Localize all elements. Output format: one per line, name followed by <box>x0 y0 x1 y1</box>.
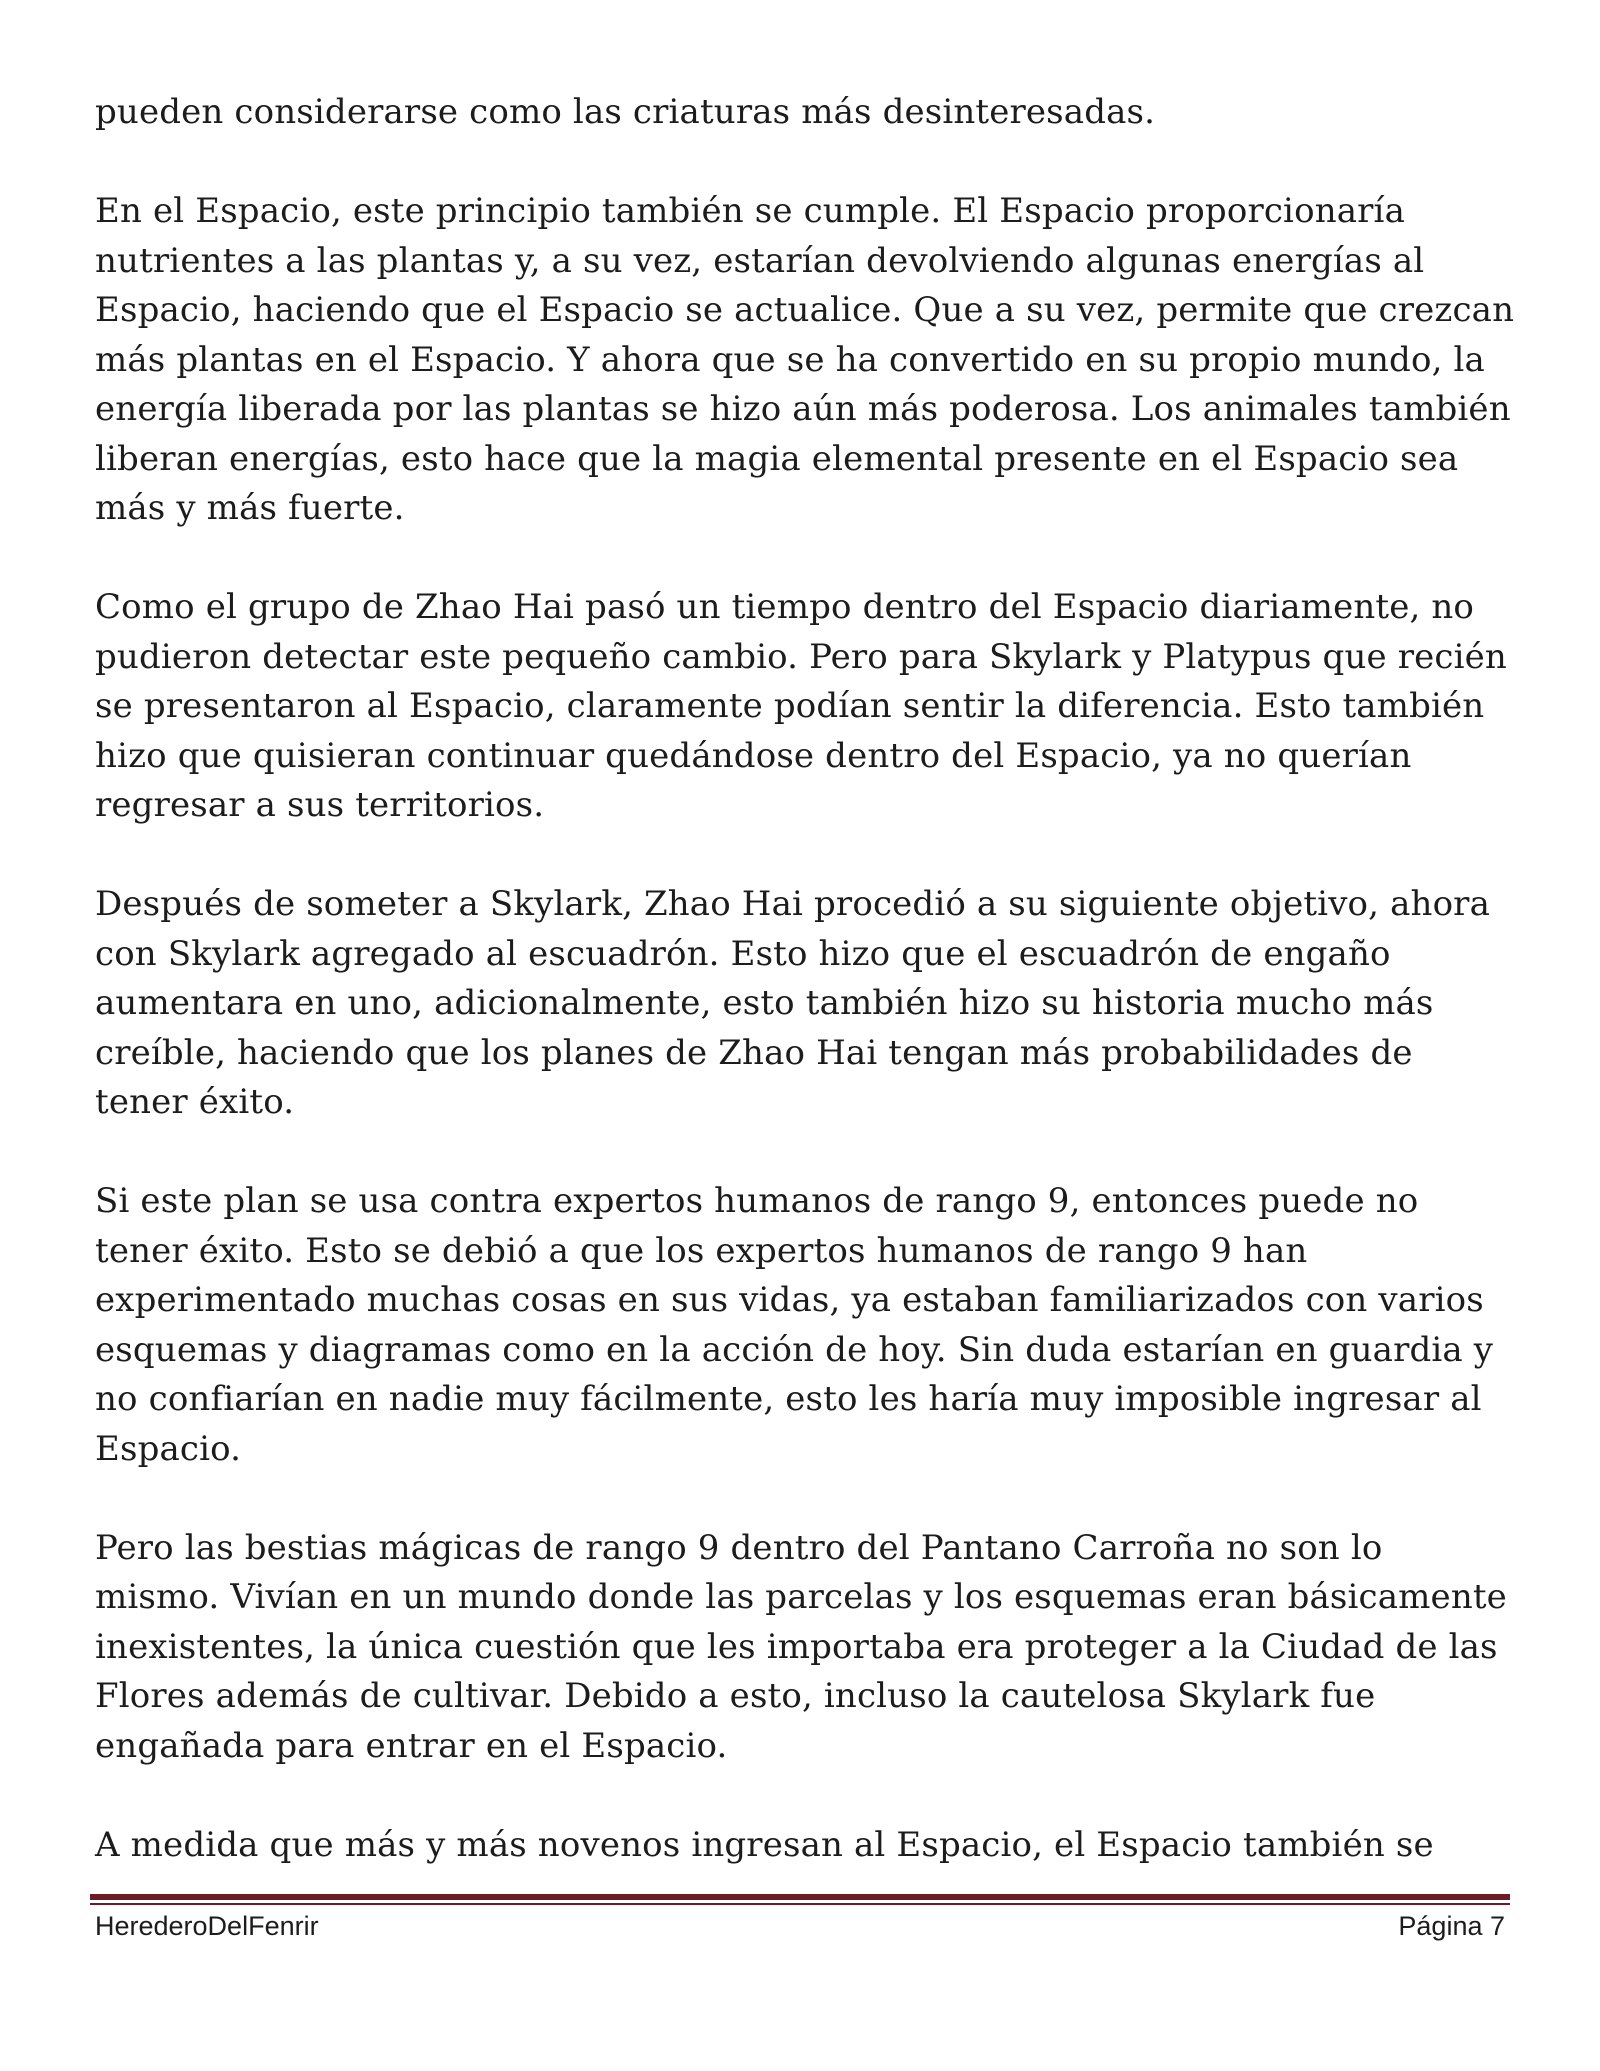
footer-author: HerederoDelFenrir <box>95 1911 319 1941</box>
paragraph-7: A medida que más y más novenos ingresan al Espacio, el Espacio también se <box>95 1824 1434 1865</box>
paragraph-5: Si este plan se usa contra expertos humanos de rango 9, entonces puede no tener éxito. Esto se debió a que los expertos humanos de rango 9 han experimentado muchas cosas en sus vidas, ya estaban familiarizados con varios esquemas y diagramas como en la acción de hoy. Sin duda estarían en guardia y no confiarían en nadie muy fácilmente, esto les haría muy imposible ingresar al Espacio. <box>95 1181 1494 1469</box>
body-text <box>95 88 1515 1870</box>
paragraph-2: En el Espacio, este principio también se cumple. El Espacio proporcionaría nutrientes a las plantas y, a su vez, estarían devolviendo algunas energías al Espacio, haciendo que el Espacio se actualice. Que a su vez, permite que crezcan más plantas en el Espacio. Y ahora que se ha convertido en su propio mundo, la energía liberada por las plantas se hizo aún más poderosa. Los animales también liberan energías, esto hace que la magia elemental presente en el Espacio sea más y más fuerte. <box>95 191 1515 528</box>
paragraph-1: pueden considerarse como las criaturas más desinteresadas. <box>95 92 1156 132</box>
paragraph-6: Pero las bestias mágicas de rango 9 dentro del Pantano Carroña no son lo mismo. Vivían en un mundo donde las parcelas y los esquemas eran básicamente inexistentes, la única cuestión que les importaba era proteger a la Ciudad de las Flores además de cultivar. Debido a esto, incluso la cautelosa Skylark fue engañada para entrar en el Espacio. <box>95 1527 1507 1766</box>
paragraph-4: Después de someter a Skylark, Zhao Hai procedió a su siguiente objetivo, ahora con Skylark agregado al escuadrón. Esto hizo que el escuadrón de engaño aumentara en uno, adicionalmente, esto también hizo su historia mucho más creíble, haciendo que los planes de Zhao Hai tengan más probabilidades de tener éxito. <box>95 884 1491 1122</box>
footer-divider-thin <box>90 1903 1510 1905</box>
footer-page-number: Página 7 <box>1398 1911 1505 1941</box>
paragraph-3: Como el grupo de Zhao Hai pasó un tiempo dentro del Espacio diariamente, no pudieron detectar este pequeño cambio. Pero para Skylark y Platypus que recién se presentaron al Espacio, claramente podían sentir la diferencia. Esto también hizo que quisieran continuar quedándose dentro del Espacio, ya no querían regresar a sus territorios. <box>95 587 1507 825</box>
footer-divider-thick <box>90 1894 1510 1900</box>
